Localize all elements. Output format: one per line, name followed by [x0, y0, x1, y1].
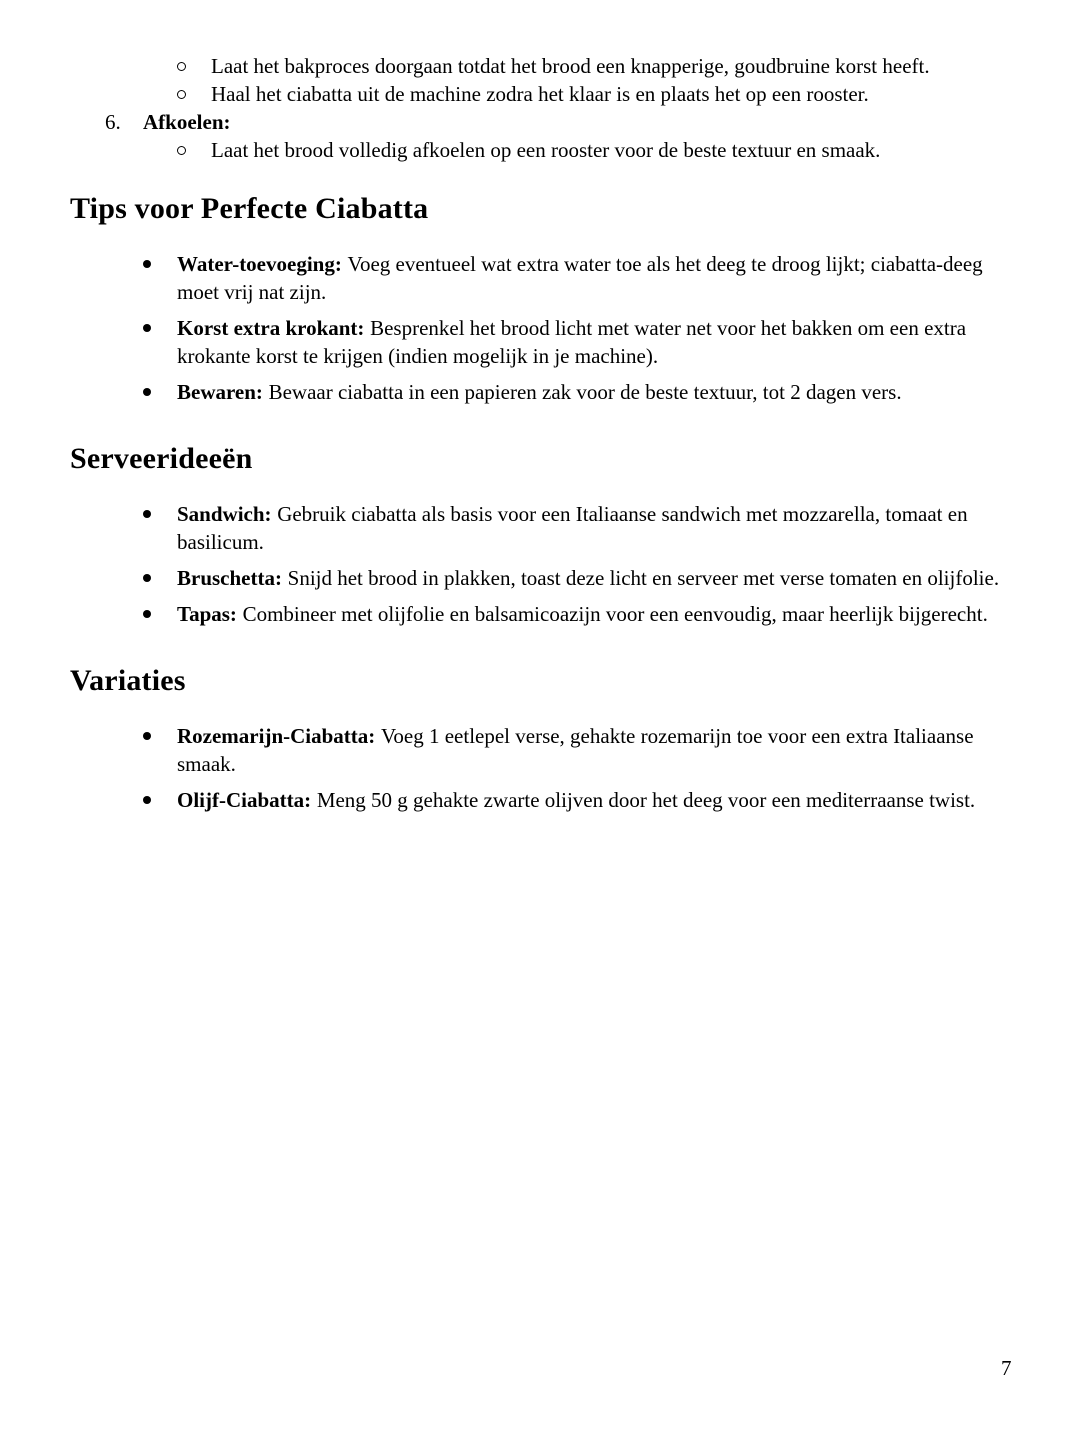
circle-bullet-icon	[177, 62, 186, 71]
list-item-text: Laat het brood volledig afkoelen op een rooster voor de beste textuur en smaak.	[211, 138, 881, 162]
list-item-term: Sandwich:	[177, 502, 272, 526]
list-item-term: Korst extra krokant:	[177, 316, 365, 340]
page-number: 7	[1001, 1356, 1012, 1380]
list-item	[70, 250, 1020, 306]
disc-bullet-icon	[143, 510, 151, 518]
list-item	[70, 500, 1020, 556]
list-item-term: Olijf-Ciabatta:	[177, 788, 312, 812]
list-item	[70, 136, 1041, 164]
disc-bullet-icon	[143, 610, 151, 618]
list-item-text: Laat het bakproces doorgaan totdat het brood een knapperige, goudbruine korst heeft.	[211, 54, 930, 78]
list-item	[70, 600, 1020, 628]
variations-list	[70, 722, 1070, 822]
list-item	[70, 52, 1041, 80]
step-number: 6.	[105, 110, 121, 134]
section-heading-serveerideeen: Serveerideeën	[70, 442, 253, 475]
list-item-term: Water-toevoeging:	[177, 252, 342, 276]
list-item-term: Rozemarijn-Ciabatta:	[177, 724, 376, 748]
section-heading-variaties: Variaties	[70, 664, 186, 697]
list-item-term: Bewaren:	[177, 380, 263, 404]
tips-list	[70, 250, 1070, 414]
list-item-text: Voeg 1 eetlepel verse, gehakte rozemarijn toe voor een extra Italiaanse smaak.	[177, 724, 974, 776]
list-item-text: Snijd het brood in plakken, toast deze licht en serveer met verse tomaten en olijfolie.	[287, 566, 1000, 590]
list-item-text: Meng 50 g gehakte zwarte olijven door het deeg voor een mediterraanse twist.	[316, 788, 976, 812]
list-item-term: Tapas:	[177, 602, 237, 626]
baking-steps-block	[70, 52, 1070, 164]
disc-bullet-icon	[143, 388, 151, 396]
list-item	[70, 314, 1020, 370]
list-item-text: Combineer met olijfolie en balsamicoazijn voor een eenvoudig, maar heerlijk bijgerecht.	[242, 602, 988, 626]
disc-bullet-icon	[143, 574, 151, 582]
disc-bullet-icon	[143, 796, 151, 804]
list-item-text: Haal het ciabatta uit de machine zodra het klaar is en plaats het op een rooster.	[211, 82, 869, 106]
list-item-text: Voeg eventueel wat extra water toe als het deeg te droog lijkt; ciabatta-deeg moet vrij nat zijn.	[177, 252, 983, 304]
circle-bullet-icon	[177, 90, 186, 99]
list-item	[70, 722, 1020, 778]
disc-bullet-icon	[143, 324, 151, 332]
list-item-text: Bewaar ciabatta in een papieren zak voor de beste textuur, tot 2 dagen vers.	[268, 380, 902, 404]
list-item	[70, 564, 1020, 592]
step-label: Afkoelen:	[143, 110, 231, 134]
section-heading-tips: Tips voor Perfecte Ciabatta	[70, 192, 429, 225]
list-item-term: Bruschetta:	[177, 566, 282, 590]
serving-ideas-list	[70, 500, 1070, 636]
list-item	[70, 80, 1041, 108]
circle-bullet-icon	[177, 146, 186, 155]
numbered-step	[70, 108, 973, 136]
list-item	[70, 378, 1020, 406]
list-item-text: Gebruik ciabatta als basis voor een Italiaanse sandwich met mozzarella, tomaat en basilicum.	[177, 502, 968, 554]
disc-bullet-icon	[143, 260, 151, 268]
list-item	[70, 786, 1020, 814]
disc-bullet-icon	[143, 732, 151, 740]
list-item-text: Besprenkel het brood licht met water net voor het bakken om een extra krokante korst te krijgen (indien mogelijk in je machine).	[177, 316, 967, 368]
